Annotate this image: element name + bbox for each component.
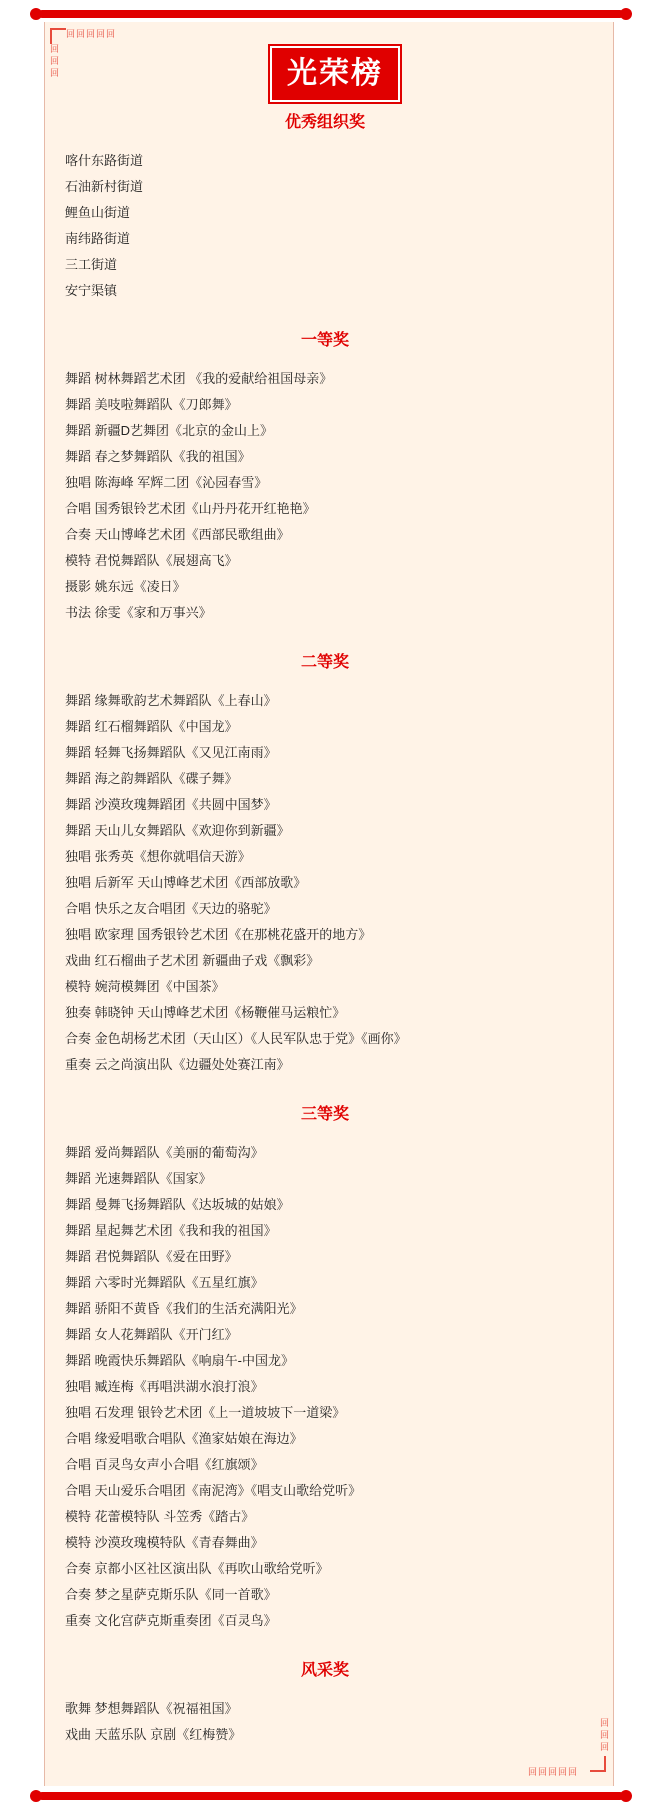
list-item: 舞蹈 新疆D艺舞团《北京的金山上》 <box>65 423 274 438</box>
list-item: 舞蹈 海之韵舞蹈队《碟子舞》 <box>65 771 238 786</box>
scroll-bottom-left-knob <box>30 1790 42 1802</box>
list-item: 鲤鱼山街道 <box>65 205 131 220</box>
list-item: 舞蹈 骄阳不黄昏《我们的生活充满阳光》 <box>65 1301 303 1316</box>
list-item: 模特 花蕾模特队 斗笠秀《踏古》 <box>65 1509 255 1524</box>
list-item: 重奏 云之尚演出队《边疆处处赛江南》 <box>65 1057 290 1072</box>
list-item: 舞蹈 天山儿女舞蹈队《欢迎你到新疆》 <box>65 823 290 838</box>
list-item: 石油新村街道 <box>65 179 144 194</box>
list-item: 安宁渠镇 <box>65 283 118 298</box>
list-item: 重奏 文化宫萨克斯重奏团《百灵鸟》 <box>65 1613 277 1628</box>
section-items-second-prize <box>65 688 585 1078</box>
pattern-border-bottom: 回回回回回 <box>528 1768 579 1778</box>
awards-list <box>65 112 585 1748</box>
scroll-bottom-right-knob <box>620 1790 632 1802</box>
list-item: 舞蹈 六零时光舞蹈队《五星红旗》 <box>65 1275 264 1290</box>
section-items-third-prize <box>65 1140 585 1634</box>
list-item: 合奏 金色胡杨艺术团（天山区）《人民军队忠于党》《画你》 <box>65 1031 407 1046</box>
scroll-top-right-knob <box>620 8 632 20</box>
list-item: 合唱 天山爱乐合唱团《南泥湾》《唱支山歌给党听》 <box>65 1483 362 1498</box>
list-item: 模特 沙漠玫瑰模特队《青春舞曲》 <box>65 1535 264 1550</box>
list-item: 合唱 百灵鸟女声小合唱《红旗颂》 <box>65 1457 264 1472</box>
list-item: 舞蹈 星起舞艺术团《我和我的祖国》 <box>65 1223 277 1238</box>
list-item: 舞蹈 光速舞蹈队《国家》 <box>65 1171 212 1186</box>
list-item: 舞蹈 曼舞飞扬舞蹈队《达坂城的姑娘》 <box>65 1197 290 1212</box>
list-item: 独唱 臧连梅《再唱洪湖水浪打浪》 <box>65 1379 264 1394</box>
list-item: 舞蹈 树林舞蹈艺术团 《我的爱献给祖国母亲》 <box>65 371 333 386</box>
list-item: 舞蹈 美吱啦舞蹈队《刀郎舞》 <box>65 397 238 412</box>
list-item: 模特 婉菏模舞团《中国茶》 <box>65 979 225 994</box>
list-item: 舞蹈 沙漠玫瑰舞蹈团《共圆中国梦》 <box>65 797 277 812</box>
list-item: 合奏 梦之星萨克斯乐队《同一首歌》 <box>65 1587 277 1602</box>
page-title: 光荣榜 <box>270 46 400 102</box>
list-item: 独唱 后新军 天山博峰艺术团《西部放歌》 <box>65 875 307 890</box>
section-heading-organization-award: 优秀组织奖 <box>284 114 365 131</box>
list-item: 三工街道 <box>65 257 118 272</box>
list-item: 独唱 陈海峰 军辉二团《沁园春雪》 <box>65 475 268 490</box>
list-item: 舞蹈 君悦舞蹈队《爱在田野》 <box>65 1249 238 1264</box>
section-heading-style-award: 风采奖 <box>300 1662 349 1679</box>
scroll-top-rod <box>38 10 624 18</box>
list-item: 合唱 快乐之友合唱团《天边的骆驼》 <box>65 901 277 916</box>
pattern-border-right: 回回回 <box>600 1719 611 1753</box>
list-item: 舞蹈 爱尚舞蹈队《美丽的葡萄沟》 <box>65 1145 264 1160</box>
list-item: 合奏 京都小区社区演出队《再吹山歌给党听》 <box>65 1561 329 1576</box>
list-item: 南纬路街道 <box>65 231 131 246</box>
list-item: 书法 徐雯《家和万事兴》 <box>65 605 212 620</box>
list-item: 独奏 韩晓钟 天山博峰艺术团《杨鞭催马运粮忙》 <box>65 1005 346 1020</box>
section-heading-second-prize: 二等奖 <box>300 654 349 671</box>
scroll-bottom-rod <box>38 1792 624 1800</box>
list-item: 舞蹈 女人花舞蹈队《开门红》 <box>65 1327 238 1342</box>
section-items-organization-award <box>65 148 585 304</box>
list-item: 舞蹈 晚霞快乐舞蹈队《响扇午-中国龙》 <box>65 1353 294 1368</box>
scroll-top-left-knob <box>30 8 42 20</box>
section-items-style-award <box>65 1696 585 1748</box>
list-item: 喀什东路街道 <box>65 153 144 168</box>
list-item: 合唱 缘爱唱歌合唱队《渔家姑娘在海边》 <box>65 1431 303 1446</box>
list-item: 歌舞 梦想舞蹈队《祝福祖国》 <box>65 1701 238 1716</box>
list-item: 舞蹈 轻舞飞扬舞蹈队《又见江南雨》 <box>65 745 277 760</box>
section-heading-third-prize: 三等奖 <box>300 1106 349 1123</box>
corner-ornament-top-left <box>50 28 66 44</box>
list-item: 舞蹈 红石榴舞蹈队《中国龙》 <box>65 719 238 734</box>
list-item: 独唱 张秀英《想你就唱信天游》 <box>65 849 251 864</box>
list-item: 摄影 姚东远《凌日》 <box>65 579 186 594</box>
list-item: 戏曲 天蓝乐队 京剧《红梅赞》 <box>65 1727 242 1742</box>
section-items-first-prize <box>65 366 585 626</box>
list-item: 戏曲 红石榴曲子艺术团 新疆曲子戏《飘彩》 <box>65 953 320 968</box>
corner-ornament-bottom-right <box>590 1756 606 1772</box>
list-item: 独唱 欧家理 国秀银铃艺术团《在那桃花盛开的地方》 <box>65 927 372 942</box>
list-item: 独唱 石发理 银铃艺术团《上一道坡坡下一道梁》 <box>65 1405 346 1420</box>
list-item: 模特 君悦舞蹈队《展翅高飞》 <box>65 553 238 568</box>
list-item: 合唱 国秀银铃艺术团《山丹丹花开红艳艳》 <box>65 501 316 516</box>
section-heading-first-prize: 一等奖 <box>300 332 349 349</box>
list-item: 合奏 天山博峰艺术团《西部民歌组曲》 <box>65 527 290 542</box>
list-item: 舞蹈 春之梦舞蹈队《我的祖国》 <box>65 449 251 464</box>
list-item: 舞蹈 缘舞歌韵艺术舞蹈队《上春山》 <box>65 693 277 708</box>
pattern-border-left: 回回回 <box>50 45 61 79</box>
pattern-border-top: 回回回回回 <box>66 30 117 40</box>
